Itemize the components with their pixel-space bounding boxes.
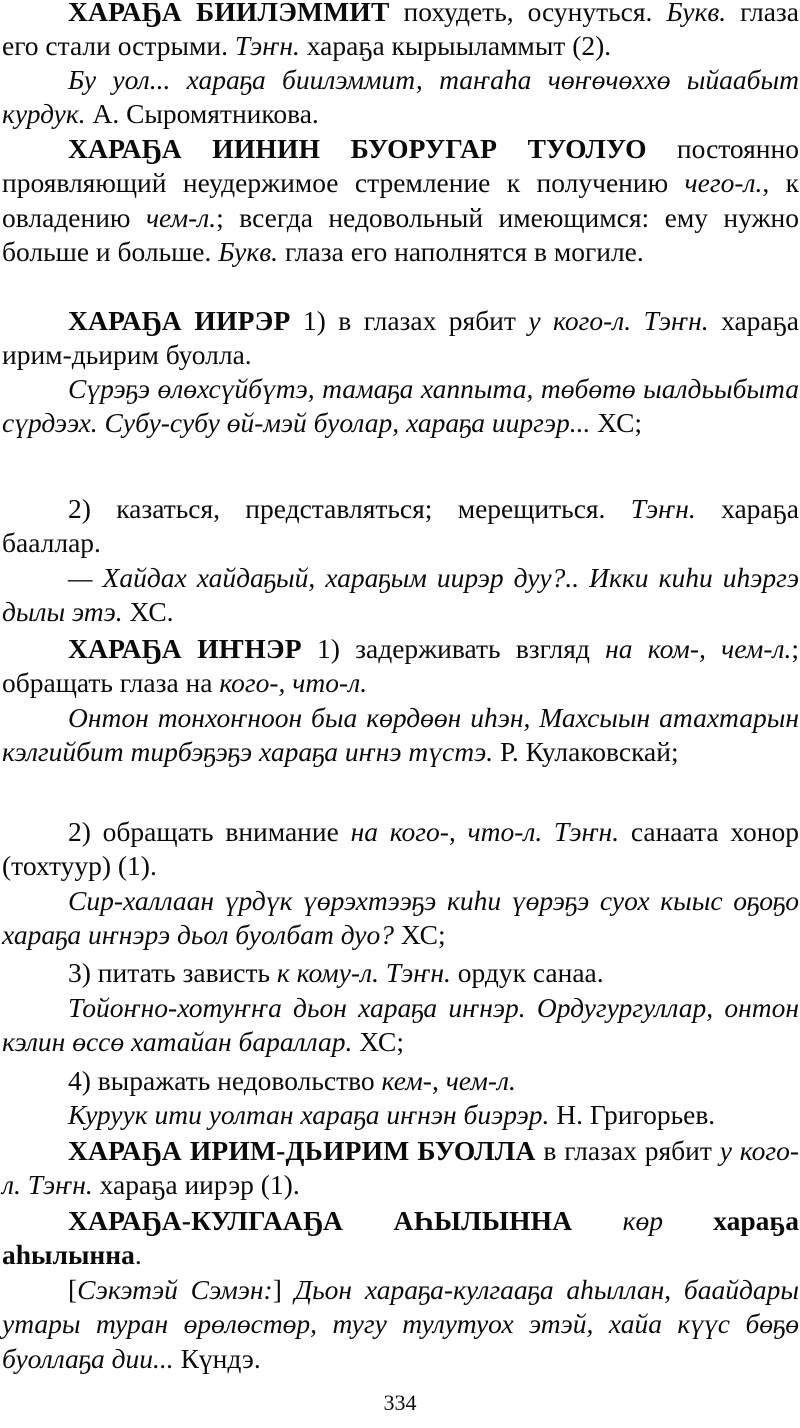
- example-text: Куруук ити уолтан хараҕа иҥнэн биэрэр.: [68, 1099, 550, 1130]
- example-source: А. Сыромятникова.: [85, 98, 319, 130]
- label-chego: чего-л.: [684, 167, 763, 199]
- definition-part: ; всегда недовольный имеющимся: ему нужно больше и больше.: [2, 201, 799, 267]
- example-text: Дьон хараҕа-кулгааҕа аһыллан, баайдары утары туран өрөлөстөр, тугу тулутуох этэй, хайа күүс бөҕө буоллаҕа дии...: [2, 1274, 799, 1374]
- example-speaker: Сэкэтэй Сэмэн:: [77, 1274, 273, 1305]
- sense-definition: ; обращать глаза на: [2, 633, 799, 699]
- entry-ihner-sense-1: [2, 632, 799, 701]
- entry-irim-dyirim: [2, 1134, 799, 1203]
- example-source: ХС;: [590, 407, 643, 439]
- headword: ХАРАҔА ИИРЭР: [68, 305, 291, 336]
- example-source: ХС;: [393, 919, 446, 951]
- headword: ХАРАҔА ИРИМ-ДЬИРИМ БУОЛЛА: [68, 1135, 536, 1166]
- synonym: санаата хонор (тохтуур) (1).: [2, 816, 799, 882]
- synonym: хараҕа ирим-дьирим буолла.: [2, 305, 800, 371]
- sense-definition: 2) казаться, представляться; мерещиться.: [68, 493, 631, 524]
- example: [2, 372, 799, 441]
- bracket-open: [: [68, 1274, 78, 1305]
- synonym: хараҕа иирэр (1).: [92, 1169, 300, 1201]
- punctuation: .: [134, 1239, 142, 1271]
- page-number: 334: [383, 1390, 417, 1415]
- example: [2, 991, 799, 1060]
- label-see: көр: [622, 1205, 663, 1236]
- example: [2, 701, 799, 770]
- example: [2, 1273, 799, 1376]
- label-chem: чем-л.: [145, 201, 217, 233]
- headword: ХАРАҔА ИҤНЭР: [68, 633, 302, 664]
- bracket-close: ]: [272, 1274, 282, 1305]
- synonym: хараҕа бааллар.: [2, 493, 799, 559]
- entry-iirer-sense-2: [2, 492, 799, 561]
- headword: ХАРАҔА ИИНИН БУОРУГАР ТУОЛУО: [68, 133, 647, 164]
- example: [2, 63, 799, 132]
- entry-ihner-sense-4: [2, 1064, 799, 1098]
- definition-part: , к овладению: [2, 167, 799, 233]
- sense-definition: 3) питать зависть: [68, 957, 277, 988]
- spacer-text: [572, 1205, 622, 1236]
- synonym: ордук санаа.: [450, 957, 604, 988]
- label-synonym: Тэҥн.: [630, 493, 696, 524]
- definition: постоянно проявляющий неудержимое стремление к получению: [2, 133, 799, 199]
- definition: в глазах рябит: [535, 1135, 720, 1166]
- example-text: Сүрэҕэ өлөхсүйбүтэ, тамаҕа хаппыта, төбөтө ыалдьыбыта сүрдээх. Субу-субу өй-мэй буолар, хараҕа ииргэр...: [2, 373, 799, 439]
- sense-definition: 1) задерживать взгляд: [301, 633, 606, 664]
- label-literal: Букв.: [666, 0, 727, 27]
- sense-label: к кому-л. Тэҥн.: [276, 957, 451, 988]
- sense-label: кем-, чем-л.: [381, 1065, 516, 1096]
- headword: ХАРАҔА-КУЛГААҔА АҺЫЛЫННА: [68, 1205, 573, 1236]
- literal-translation: глаза его наполнятся в могиле.: [278, 235, 644, 267]
- sense-label: у кого-л. Тэҥн.: [2, 1135, 799, 1201]
- example: [2, 884, 799, 953]
- entry-ihner-sense-3: [2, 956, 799, 990]
- example-source: Күндэ.: [173, 1342, 261, 1374]
- definition: похудеть, осунуться.: [389, 0, 667, 27]
- example-source: Н. Григорьев.: [549, 1099, 716, 1130]
- cross-reference: хараҕа аһылынна: [2, 1205, 799, 1271]
- example: [2, 561, 799, 630]
- sense-definition: 4) выражать недовольство: [68, 1065, 382, 1096]
- label-synonym: Тэҥн.: [234, 30, 300, 62]
- entry-iirer-sense-1: [2, 304, 799, 373]
- sense-definition: 2) обращать внимание: [68, 816, 351, 847]
- synonym: хараҕа кырыыламмыт (2).: [299, 30, 612, 62]
- example-text: Сир-халлаан үрдүк үөрэхтээҕэ киһи үөрэҕэ суох кыыс оҕоҕо хараҕа иҥнэрэ дьол буолбат дуо?: [2, 885, 799, 951]
- sense-definition: 1) в глазах рябит: [290, 305, 529, 336]
- headword: ХАРАҔА БИИЛЭММИТ: [68, 0, 390, 27]
- example-text: Тойоҥно-хотуҥҥа дьон хараҕа иҥнэр. Ордугургуллар, онтон кэлин өссө хатайан бараллар.: [2, 992, 799, 1058]
- literal-translation: глаза его стали острыми.: [2, 0, 799, 62]
- example-text: — Хайдах хайдаҕый, хараҕым иирэр дуу?.. Икки киһи иһэргэ дылы этэ.: [2, 562, 799, 628]
- entry-ihner-sense-2: [2, 815, 799, 884]
- example-source: ХС.: [122, 596, 174, 628]
- sense-label: кого-, что-л.: [219, 667, 368, 699]
- sense-label: на ком-, чем-л.: [605, 633, 792, 664]
- example-text: Онтон тонхоҥноон быа көрдөөн иһэн, Махсыын атахтарын кэлгийбит тирбэҕэҕэ хараҕа иҥнэ түстэ.: [2, 702, 799, 768]
- sense-label: на кого-, что-л. Тэҥн.: [350, 816, 620, 847]
- entry-biilemmit: [2, 0, 799, 64]
- example-source: ХС;: [352, 1026, 404, 1058]
- entry-iinin-buorugar: [2, 132, 799, 269]
- sense-label: у кого-л. Тэҥн.: [528, 305, 709, 336]
- label-literal: Букв.: [218, 235, 279, 267]
- spacer-text: [663, 1205, 713, 1236]
- entry-kulgaaga-ahylynna: [2, 1204, 799, 1273]
- example-text: Бу уол... хараҕа биилэммит, таҥаһа чөҥөчөххө ыйаабыт курдук.: [2, 64, 799, 130]
- example: [2, 1098, 799, 1132]
- example-source: Р. Кулаковскай;: [493, 736, 679, 768]
